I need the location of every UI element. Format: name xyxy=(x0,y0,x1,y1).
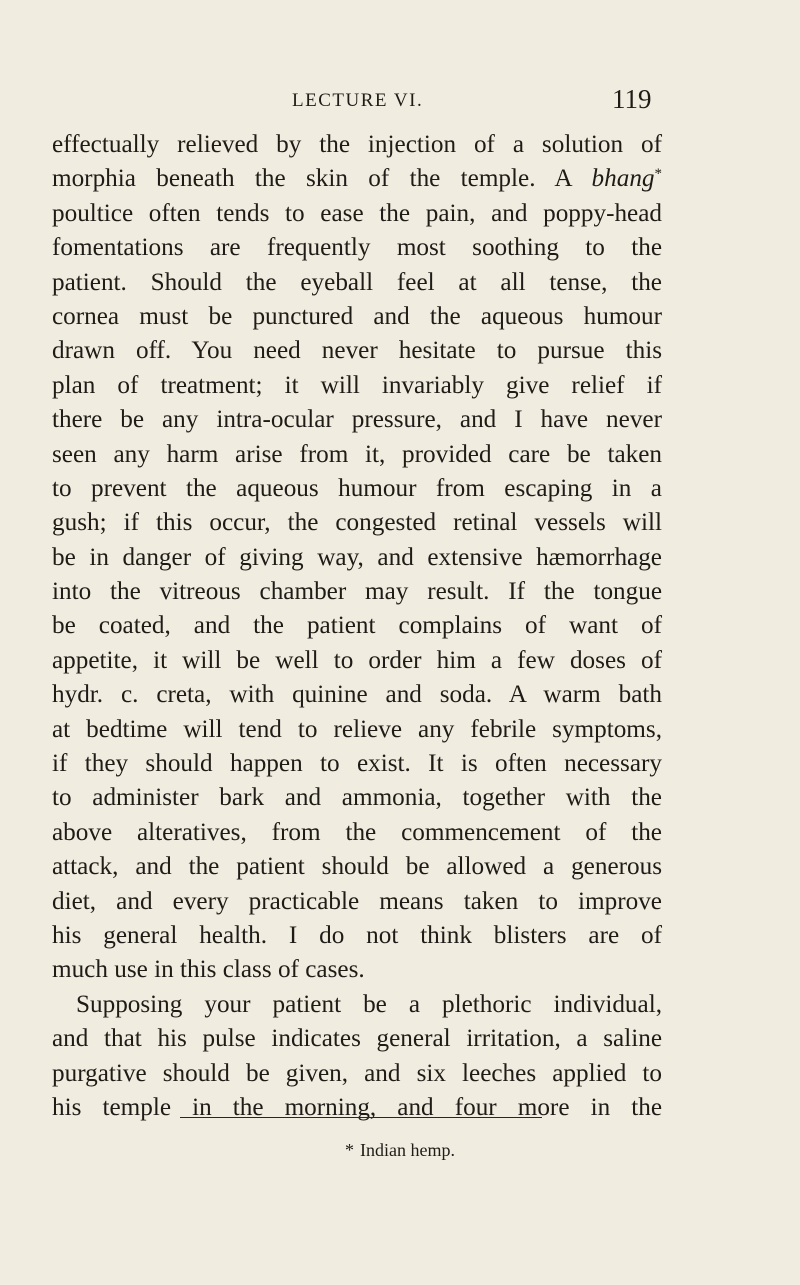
text-line: cornea must be punctured and the aqueous humour xyxy=(52,302,662,330)
text-line: patient. Should the eyeball feel at all tense, the xyxy=(52,268,662,296)
paragraph-end-line: much use in this class of cases. xyxy=(52,956,365,984)
footnote-divider xyxy=(180,1117,542,1118)
footnote-marker: * xyxy=(345,1140,354,1160)
text-line: appetite, it will be well to order him a few doses of xyxy=(52,646,662,674)
text-line: gush; if this occur, the congested retinal vessels will xyxy=(52,509,662,537)
text-line: and that his pulse indicates general irritation, a saline xyxy=(52,1025,662,1053)
text-line: poultice often tends to ease the pain, and poppy-head xyxy=(52,199,662,227)
text-line: be coated, and the patient complains of want of xyxy=(52,612,662,640)
text-line: to prevent the aqueous humour from escaping in a xyxy=(52,474,662,502)
text-line: at bedtime will tend to relieve any febrile symptoms, xyxy=(52,715,662,743)
text-line: plan of treatment; it will invariably give relief if xyxy=(52,371,662,399)
text-line-with-footnote-ref xyxy=(52,162,662,196)
text-line: his general health. I do not think blisters are of xyxy=(52,921,662,949)
text-line: above alteratives, from the commencement of the xyxy=(52,818,662,846)
footnote-text: Indian hemp. xyxy=(360,1140,455,1160)
text-line: purgative should be given, and six leeches applied to xyxy=(52,1059,662,1087)
text-line: to administer bark and ammonia, together with the xyxy=(52,784,662,812)
body-text xyxy=(52,128,662,1125)
text-line-segment: morphia beneath the skin of the temple. A xyxy=(52,165,592,193)
text-line: drawn off. You need never hesitate to pursue this xyxy=(52,337,662,365)
text-line: fomentations are frequently most soothing to the xyxy=(52,234,662,262)
footnote-reference: * xyxy=(654,166,662,183)
paragraph-start-line: Supposing your patient be a plethoric individual, xyxy=(76,990,662,1018)
text-line: diet, and every practicable means taken to improve xyxy=(52,887,662,915)
text-line: if they should happen to exist. It is often necessary xyxy=(52,750,662,778)
text-line: attack, and the patient should be allowed a generous xyxy=(52,853,662,881)
text-line: effectually relieved by the injection of a solution of xyxy=(52,131,662,158)
text-line: there be any intra-ocular pressure, and I have never xyxy=(52,406,662,434)
italic-term: bhang xyxy=(591,165,655,193)
running-head xyxy=(0,84,800,124)
text-line: seen any harm arise from it, provided care be taken xyxy=(52,440,662,468)
footnote xyxy=(0,1140,800,1161)
page-number: 119 xyxy=(612,84,652,114)
text-line: into the vitreous chamber may result. If the tongue xyxy=(52,578,662,606)
text-line: be in danger of giving way, and extensive hæmorrhage xyxy=(52,543,662,571)
text-line: his temple in the morning, and four more in the xyxy=(52,1093,662,1121)
running-head-title: LECTURE VI. xyxy=(292,90,424,111)
text-line: hydr. c. creta, with quinine and soda. A warm bath xyxy=(52,681,662,709)
